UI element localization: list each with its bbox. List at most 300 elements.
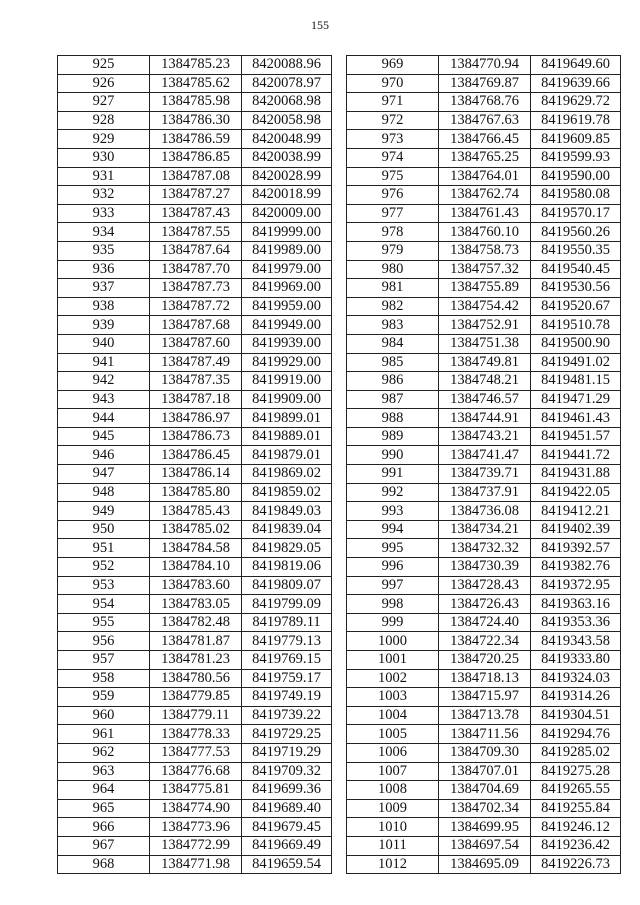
table-row <box>347 669 621 688</box>
point-number-cell: 932 <box>58 186 150 205</box>
y-coordinate-cell: 8419520.67 <box>531 297 621 316</box>
x-coordinate-cell: 1384786.59 <box>150 130 242 149</box>
table-row <box>347 706 621 725</box>
point-number-cell: 958 <box>58 669 150 688</box>
x-coordinate-cell: 1384780.56 <box>150 669 242 688</box>
x-coordinate-cell: 1384787.43 <box>150 204 242 223</box>
x-coordinate-cell: 1384786.97 <box>150 409 242 428</box>
point-number-cell: 957 <box>58 651 150 670</box>
table-row <box>347 56 621 75</box>
y-coordinate-cell: 8419353.36 <box>531 613 621 632</box>
table-row <box>347 651 621 670</box>
coordinates-table-left <box>57 55 332 874</box>
y-coordinate-cell: 8419979.00 <box>242 260 332 279</box>
y-coordinate-cell: 8419510.78 <box>531 316 621 335</box>
x-coordinate-cell: 1384757.32 <box>439 260 531 279</box>
table-row <box>347 743 621 762</box>
point-number-cell: 998 <box>347 595 439 614</box>
x-coordinate-cell: 1384787.08 <box>150 167 242 186</box>
y-coordinate-cell: 8419422.05 <box>531 483 621 502</box>
y-coordinate-cell: 8420028.99 <box>242 167 332 186</box>
table-row <box>58 297 332 316</box>
point-number-cell: 999 <box>347 613 439 632</box>
point-number-cell: 947 <box>58 465 150 484</box>
y-coordinate-cell: 8420018.99 <box>242 186 332 205</box>
point-number-cell: 972 <box>347 111 439 130</box>
point-number-cell: 981 <box>347 279 439 298</box>
point-number-cell: 1011 <box>347 836 439 855</box>
point-number-cell: 982 <box>347 297 439 316</box>
y-coordinate-cell: 8419899.01 <box>242 409 332 428</box>
point-number-cell: 933 <box>58 204 150 223</box>
y-coordinate-cell: 8419609.85 <box>531 130 621 149</box>
table-row <box>58 409 332 428</box>
point-number-cell: 965 <box>58 799 150 818</box>
y-coordinate-cell: 8419412.21 <box>531 502 621 521</box>
point-number-cell: 1008 <box>347 781 439 800</box>
x-coordinate-cell: 1384785.62 <box>150 74 242 93</box>
y-coordinate-cell: 8420068.98 <box>242 93 332 112</box>
point-number-cell: 962 <box>58 743 150 762</box>
table-row <box>58 520 332 539</box>
y-coordinate-cell: 8419829.05 <box>242 539 332 558</box>
point-number-cell: 925 <box>58 56 150 75</box>
x-coordinate-cell: 1384785.98 <box>150 93 242 112</box>
table-row <box>58 818 332 837</box>
x-coordinate-cell: 1384739.71 <box>439 465 531 484</box>
y-coordinate-cell: 8419909.00 <box>242 390 332 409</box>
x-coordinate-cell: 1384751.38 <box>439 334 531 353</box>
table-row <box>58 483 332 502</box>
point-number-cell: 953 <box>58 576 150 595</box>
point-number-cell: 977 <box>347 204 439 223</box>
point-number-cell: 949 <box>58 502 150 521</box>
y-coordinate-cell: 8419402.39 <box>531 520 621 539</box>
x-coordinate-cell: 1384787.70 <box>150 260 242 279</box>
y-coordinate-cell: 8419471.29 <box>531 390 621 409</box>
x-coordinate-cell: 1384743.21 <box>439 427 531 446</box>
x-coordinate-cell: 1384769.87 <box>439 74 531 93</box>
point-number-cell: 979 <box>347 241 439 260</box>
point-number-cell: 937 <box>58 279 150 298</box>
point-number-cell: 968 <box>58 855 150 874</box>
x-coordinate-cell: 1384778.33 <box>150 725 242 744</box>
y-coordinate-cell: 8419530.56 <box>531 279 621 298</box>
x-coordinate-cell: 1384786.73 <box>150 427 242 446</box>
table-row <box>347 465 621 484</box>
point-number-cell: 1004 <box>347 706 439 725</box>
point-number-cell: 1007 <box>347 762 439 781</box>
y-coordinate-cell: 8419382.76 <box>531 558 621 577</box>
y-coordinate-cell: 8419779.13 <box>242 632 332 651</box>
x-coordinate-cell: 1384724.40 <box>439 613 531 632</box>
y-coordinate-cell: 8419236.42 <box>531 836 621 855</box>
point-number-cell: 976 <box>347 186 439 205</box>
y-coordinate-cell: 8419649.60 <box>531 56 621 75</box>
y-coordinate-cell: 8419939.00 <box>242 334 332 353</box>
x-coordinate-cell: 1384749.81 <box>439 353 531 372</box>
table-row <box>347 223 621 242</box>
x-coordinate-cell: 1384786.45 <box>150 446 242 465</box>
x-coordinate-cell: 1384786.85 <box>150 148 242 167</box>
x-coordinate-cell: 1384748.21 <box>439 372 531 391</box>
table-row <box>58 743 332 762</box>
table-row <box>347 93 621 112</box>
point-number-cell: 970 <box>347 74 439 93</box>
table-row <box>347 613 621 632</box>
y-coordinate-cell: 8419699.36 <box>242 781 332 800</box>
table-row <box>347 781 621 800</box>
table-row <box>58 372 332 391</box>
table-row <box>58 353 332 372</box>
y-coordinate-cell: 8419363.16 <box>531 595 621 614</box>
y-coordinate-cell: 8419333.80 <box>531 651 621 670</box>
y-coordinate-cell: 8420058.98 <box>242 111 332 130</box>
y-coordinate-cell: 8419246.12 <box>531 818 621 837</box>
x-coordinate-cell: 1384762.74 <box>439 186 531 205</box>
x-coordinate-cell: 1384760.10 <box>439 223 531 242</box>
table-row <box>58 502 332 521</box>
x-coordinate-cell: 1384774.90 <box>150 799 242 818</box>
point-number-cell: 936 <box>58 260 150 279</box>
y-coordinate-cell: 8419629.72 <box>531 93 621 112</box>
table-row <box>58 93 332 112</box>
table-row <box>58 390 332 409</box>
point-number-cell: 950 <box>58 520 150 539</box>
point-number-cell: 1006 <box>347 743 439 762</box>
point-number-cell: 1009 <box>347 799 439 818</box>
table-row <box>347 204 621 223</box>
table-row <box>347 427 621 446</box>
point-number-cell: 1005 <box>347 725 439 744</box>
y-coordinate-cell: 8419294.76 <box>531 725 621 744</box>
y-coordinate-cell: 8419949.00 <box>242 316 332 335</box>
y-coordinate-cell: 8419441.72 <box>531 446 621 465</box>
table-row <box>347 855 621 874</box>
table-row <box>347 483 621 502</box>
point-number-cell: 946 <box>58 446 150 465</box>
y-coordinate-cell: 8419599.93 <box>531 148 621 167</box>
point-number-cell: 990 <box>347 446 439 465</box>
x-coordinate-cell: 1384787.55 <box>150 223 242 242</box>
y-coordinate-cell: 8419550.35 <box>531 241 621 260</box>
y-coordinate-cell: 8419999.00 <box>242 223 332 242</box>
y-coordinate-cell: 8419580.08 <box>531 186 621 205</box>
x-coordinate-cell: 1384732.32 <box>439 539 531 558</box>
point-number-cell: 934 <box>58 223 150 242</box>
y-coordinate-cell: 8419431.88 <box>531 465 621 484</box>
point-number-cell: 1010 <box>347 818 439 837</box>
x-coordinate-cell: 1384787.72 <box>150 297 242 316</box>
table-row <box>58 260 332 279</box>
x-coordinate-cell: 1384722.34 <box>439 632 531 651</box>
point-number-cell: 989 <box>347 427 439 446</box>
table-row <box>347 260 621 279</box>
x-coordinate-cell: 1384785.80 <box>150 483 242 502</box>
x-coordinate-cell: 1384711.56 <box>439 725 531 744</box>
point-number-cell: 983 <box>347 316 439 335</box>
table-row <box>58 316 332 335</box>
table-row <box>347 632 621 651</box>
x-coordinate-cell: 1384766.45 <box>439 130 531 149</box>
table-row <box>58 446 332 465</box>
table-row <box>347 279 621 298</box>
table-row <box>58 762 332 781</box>
table-row <box>347 316 621 335</box>
y-coordinate-cell: 8419739.22 <box>242 706 332 725</box>
table-row <box>347 353 621 372</box>
y-coordinate-cell: 8419769.15 <box>242 651 332 670</box>
x-coordinate-cell: 1384713.78 <box>439 706 531 725</box>
point-number-cell: 988 <box>347 409 439 428</box>
table-row <box>347 372 621 391</box>
table-row <box>347 390 621 409</box>
x-coordinate-cell: 1384697.54 <box>439 836 531 855</box>
point-number-cell: 961 <box>58 725 150 744</box>
coordinates-table-right <box>346 55 621 874</box>
y-coordinate-cell: 8419619.78 <box>531 111 621 130</box>
y-coordinate-cell: 8419461.43 <box>531 409 621 428</box>
y-coordinate-cell: 8419285.02 <box>531 743 621 762</box>
y-coordinate-cell: 8420078.97 <box>242 74 332 93</box>
point-number-cell: 927 <box>58 93 150 112</box>
y-coordinate-cell: 8420088.96 <box>242 56 332 75</box>
table-row <box>347 558 621 577</box>
table-row <box>58 427 332 446</box>
x-coordinate-cell: 1384783.05 <box>150 595 242 614</box>
point-number-cell: 984 <box>347 334 439 353</box>
x-coordinate-cell: 1384787.68 <box>150 316 242 335</box>
point-number-cell: 978 <box>347 223 439 242</box>
table-row <box>347 186 621 205</box>
point-number-cell: 942 <box>58 372 150 391</box>
table-row <box>347 74 621 93</box>
table-row <box>347 818 621 837</box>
y-coordinate-cell: 8420048.99 <box>242 130 332 149</box>
y-coordinate-cell: 8419679.45 <box>242 818 332 837</box>
table-row <box>347 539 621 558</box>
table-row <box>347 130 621 149</box>
point-number-cell: 1012 <box>347 855 439 874</box>
point-number-cell: 993 <box>347 502 439 521</box>
table-row <box>58 223 332 242</box>
y-coordinate-cell: 8419989.00 <box>242 241 332 260</box>
table-row <box>58 334 332 353</box>
x-coordinate-cell: 1384761.43 <box>439 204 531 223</box>
point-number-cell: 964 <box>58 781 150 800</box>
x-coordinate-cell: 1384787.49 <box>150 353 242 372</box>
y-coordinate-cell: 8419314.26 <box>531 688 621 707</box>
table-row <box>58 465 332 484</box>
y-coordinate-cell: 8419669.49 <box>242 836 332 855</box>
point-number-cell: 938 <box>58 297 150 316</box>
x-coordinate-cell: 1384699.95 <box>439 818 531 837</box>
table-row <box>347 688 621 707</box>
y-coordinate-cell: 8419689.40 <box>242 799 332 818</box>
x-coordinate-cell: 1384718.13 <box>439 669 531 688</box>
x-coordinate-cell: 1384776.68 <box>150 762 242 781</box>
table-row <box>58 706 332 725</box>
point-number-cell: 926 <box>58 74 150 93</box>
y-coordinate-cell: 8419304.51 <box>531 706 621 725</box>
point-number-cell: 997 <box>347 576 439 595</box>
x-coordinate-cell: 1384758.73 <box>439 241 531 260</box>
point-number-cell: 944 <box>58 409 150 428</box>
x-coordinate-cell: 1384695.09 <box>439 855 531 874</box>
x-coordinate-cell: 1384773.96 <box>150 818 242 837</box>
y-coordinate-cell: 8419659.54 <box>242 855 332 874</box>
point-number-cell: 971 <box>347 93 439 112</box>
x-coordinate-cell: 1384702.34 <box>439 799 531 818</box>
point-number-cell: 930 <box>58 148 150 167</box>
point-number-cell: 959 <box>58 688 150 707</box>
point-number-cell: 960 <box>58 706 150 725</box>
table-row <box>58 799 332 818</box>
table-row <box>58 111 332 130</box>
x-coordinate-cell: 1384764.01 <box>439 167 531 186</box>
point-number-cell: 940 <box>58 334 150 353</box>
table-row <box>347 111 621 130</box>
x-coordinate-cell: 1384726.43 <box>439 595 531 614</box>
point-number-cell: 980 <box>347 260 439 279</box>
x-coordinate-cell: 1384785.43 <box>150 502 242 521</box>
y-coordinate-cell: 8419859.02 <box>242 483 332 502</box>
point-number-cell: 995 <box>347 539 439 558</box>
point-number-cell: 967 <box>58 836 150 855</box>
point-number-cell: 1003 <box>347 688 439 707</box>
point-number-cell: 1001 <box>347 651 439 670</box>
table-row <box>347 595 621 614</box>
table-row <box>58 613 332 632</box>
point-number-cell: 951 <box>58 539 150 558</box>
x-coordinate-cell: 1384707.01 <box>439 762 531 781</box>
x-coordinate-cell: 1384765.25 <box>439 148 531 167</box>
table-row <box>347 167 621 186</box>
table-row <box>58 241 332 260</box>
table-row <box>58 148 332 167</box>
point-number-cell: 994 <box>347 520 439 539</box>
table-row <box>58 56 332 75</box>
y-coordinate-cell: 8419869.02 <box>242 465 332 484</box>
x-coordinate-cell: 1384785.02 <box>150 520 242 539</box>
x-coordinate-cell: 1384779.11 <box>150 706 242 725</box>
y-coordinate-cell: 8419540.45 <box>531 260 621 279</box>
y-coordinate-cell: 8419709.32 <box>242 762 332 781</box>
y-coordinate-cell: 8419500.90 <box>531 334 621 353</box>
point-number-cell: 929 <box>58 130 150 149</box>
table-row <box>347 334 621 353</box>
point-number-cell: 955 <box>58 613 150 632</box>
table-row <box>58 558 332 577</box>
x-coordinate-cell: 1384783.60 <box>150 576 242 595</box>
table-row <box>58 781 332 800</box>
table-row <box>347 148 621 167</box>
table-row <box>347 762 621 781</box>
table-row <box>347 725 621 744</box>
page-number: 155 <box>311 18 329 32</box>
y-coordinate-cell: 8419570.17 <box>531 204 621 223</box>
point-number-cell: 987 <box>347 390 439 409</box>
x-coordinate-cell: 1384755.89 <box>439 279 531 298</box>
y-coordinate-cell: 8419560.26 <box>531 223 621 242</box>
point-number-cell: 966 <box>58 818 150 837</box>
y-coordinate-cell: 8419275.28 <box>531 762 621 781</box>
x-coordinate-cell: 1384781.23 <box>150 651 242 670</box>
y-coordinate-cell: 8419849.03 <box>242 502 332 521</box>
x-coordinate-cell: 1384786.14 <box>150 465 242 484</box>
x-coordinate-cell: 1384787.64 <box>150 241 242 260</box>
x-coordinate-cell: 1384787.60 <box>150 334 242 353</box>
table-row <box>58 204 332 223</box>
y-coordinate-cell: 8419491.02 <box>531 353 621 372</box>
point-number-cell: 974 <box>347 148 439 167</box>
y-coordinate-cell: 8419879.01 <box>242 446 332 465</box>
y-coordinate-cell: 8420009.00 <box>242 204 332 223</box>
table-row <box>347 409 621 428</box>
y-coordinate-cell: 8419969.00 <box>242 279 332 298</box>
x-coordinate-cell: 1384744.91 <box>439 409 531 428</box>
table-row <box>58 595 332 614</box>
x-coordinate-cell: 1384784.58 <box>150 539 242 558</box>
point-number-cell: 973 <box>347 130 439 149</box>
y-coordinate-cell: 8419226.73 <box>531 855 621 874</box>
y-coordinate-cell: 8419372.95 <box>531 576 621 595</box>
point-number-cell: 992 <box>347 483 439 502</box>
table-row <box>58 669 332 688</box>
x-coordinate-cell: 1384781.87 <box>150 632 242 651</box>
table-row <box>58 855 332 874</box>
y-coordinate-cell: 8419324.03 <box>531 669 621 688</box>
table-row <box>58 688 332 707</box>
table-row <box>58 167 332 186</box>
x-coordinate-cell: 1384730.39 <box>439 558 531 577</box>
x-coordinate-cell: 1384737.91 <box>439 483 531 502</box>
x-coordinate-cell: 1384785.23 <box>150 56 242 75</box>
point-number-cell: 941 <box>58 353 150 372</box>
y-coordinate-cell: 8419255.84 <box>531 799 621 818</box>
point-number-cell: 939 <box>58 316 150 335</box>
point-number-cell: 943 <box>58 390 150 409</box>
y-coordinate-cell: 8419929.00 <box>242 353 332 372</box>
y-coordinate-cell: 8419392.57 <box>531 539 621 558</box>
y-coordinate-cell: 8419809.07 <box>242 576 332 595</box>
y-coordinate-cell: 8419639.66 <box>531 74 621 93</box>
x-coordinate-cell: 1384754.42 <box>439 297 531 316</box>
table-row <box>58 539 332 558</box>
table-row <box>347 241 621 260</box>
y-coordinate-cell: 8419819.06 <box>242 558 332 577</box>
x-coordinate-cell: 1384709.30 <box>439 743 531 762</box>
point-number-cell: 928 <box>58 111 150 130</box>
point-number-cell: 931 <box>58 167 150 186</box>
table-row <box>58 725 332 744</box>
x-coordinate-cell: 1384775.81 <box>150 781 242 800</box>
table-row <box>58 632 332 651</box>
x-coordinate-cell: 1384768.76 <box>439 93 531 112</box>
x-coordinate-cell: 1384741.47 <box>439 446 531 465</box>
y-coordinate-cell: 8419590.00 <box>531 167 621 186</box>
x-coordinate-cell: 1384787.18 <box>150 390 242 409</box>
x-coordinate-cell: 1384734.21 <box>439 520 531 539</box>
x-coordinate-cell: 1384779.85 <box>150 688 242 707</box>
table-row <box>347 799 621 818</box>
point-number-cell: 991 <box>347 465 439 484</box>
table-row <box>58 279 332 298</box>
table-row <box>347 576 621 595</box>
y-coordinate-cell: 8420038.99 <box>242 148 332 167</box>
table-row <box>347 502 621 521</box>
y-coordinate-cell: 8419749.19 <box>242 688 332 707</box>
